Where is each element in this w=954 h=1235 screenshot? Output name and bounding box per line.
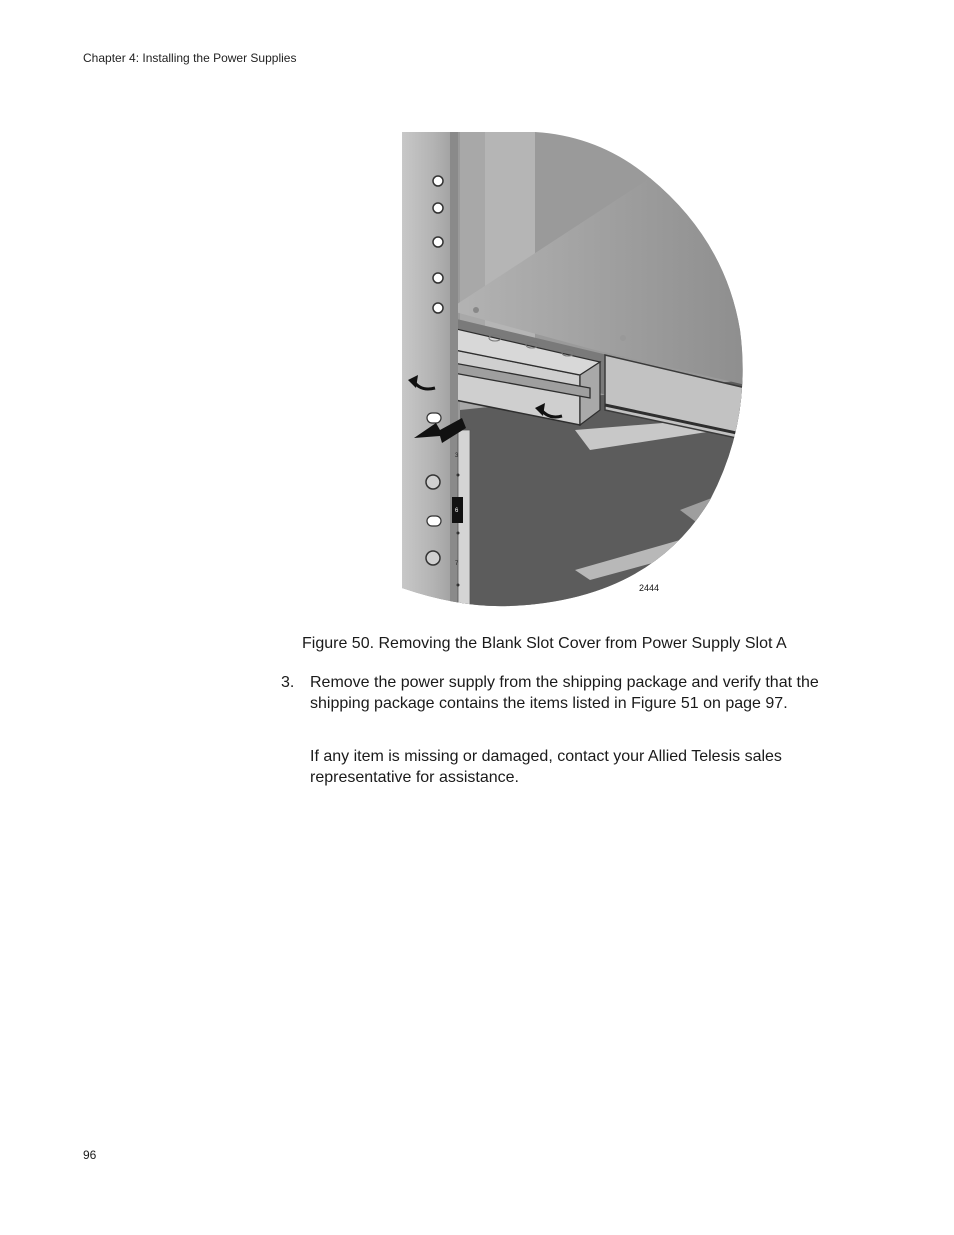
body-paragraph: If any item is missing or damaged, contact your Allied Telesis sales representative for assistance. <box>310 748 782 786</box>
chapter-header: Chapter 4: Installing the Power Supplies <box>83 51 297 65</box>
figure-caption: Figure 50. Removing the Blank Slot Cover from Power Supply Slot A <box>302 635 787 652</box>
figure-illustration <box>400 130 746 608</box>
page-number: 96 <box>83 1148 97 1162</box>
step-number: 3. <box>281 674 295 691</box>
rack-number-label: 7 <box>455 561 459 567</box>
rack-number-label: 3 <box>455 453 459 459</box>
figure-id-label: 2444 <box>639 583 660 593</box>
step-text: Remove the power supply from the shipping package and verify that the shipping package contains the items listed in Figure 51 on page 97. <box>310 674 819 712</box>
rack-number-label: 6 <box>455 508 459 514</box>
